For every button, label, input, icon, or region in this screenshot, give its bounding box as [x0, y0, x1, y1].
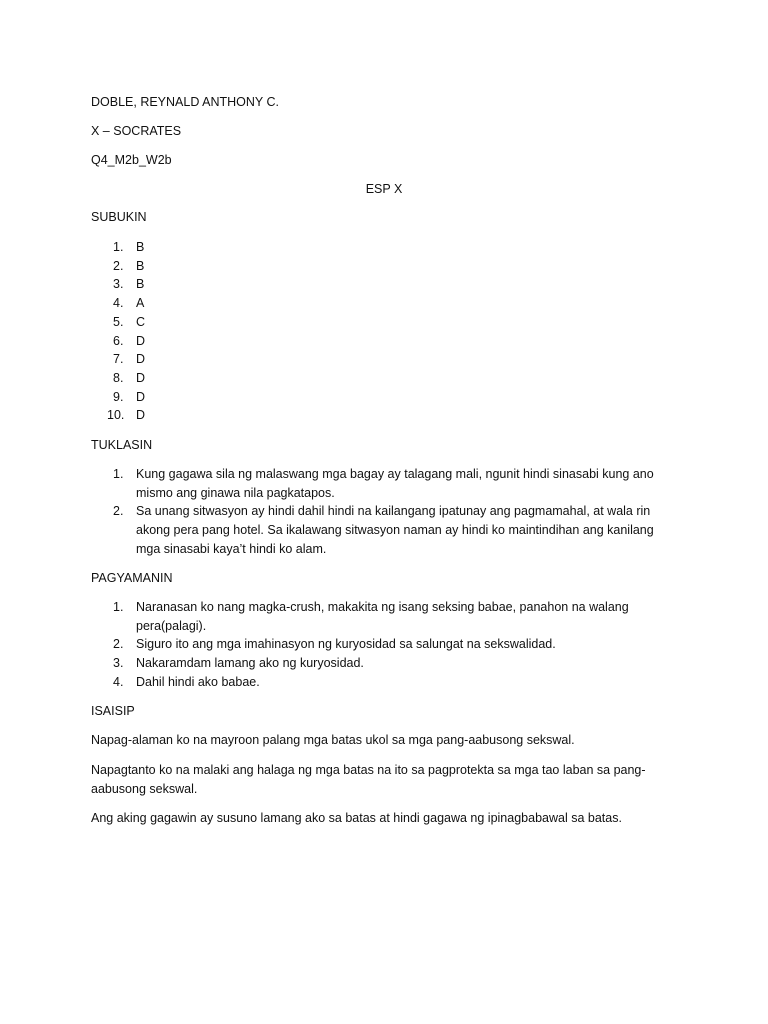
item-text: Sa unang sitwasyon ay hindi dahil hindi na kailangang ipatunay ang pagmamahal, at wala rin akong pera pang hotel. Sa ikalawang sitwasyon naman ay hindi ko maintindihan ang kanilang mga sinasabi kaya’t hindi ko alam. — [136, 504, 654, 556]
item-text: Siguro ito ang mga imahinasyon ng kuryosidad sa salungat na sekswalidad. — [136, 637, 556, 652]
list-item — [91, 332, 671, 351]
item-number: 2. — [113, 637, 124, 652]
list-item — [91, 673, 671, 692]
isaisip-paragraph: Napag-alaman ko na mayroon palang mga batas ukol sa mga pang-aabusong sekswal. — [91, 733, 575, 747]
subukin-heading: SUBUKIN — [91, 210, 147, 224]
student-name: DOBLE, REYNALD ANTHONY C. — [91, 95, 280, 109]
item-answer: B — [136, 277, 145, 292]
subukin-list — [91, 238, 671, 425]
pagyamanin-list — [91, 598, 671, 692]
item-answer: D — [136, 389, 146, 404]
item-number: 2. — [113, 258, 124, 273]
list-item — [91, 313, 671, 332]
item-answer: A — [136, 296, 145, 311]
subject-title: ESP X — [365, 182, 403, 196]
list-item — [91, 388, 671, 407]
item-answer: D — [136, 333, 146, 348]
item-answer: C — [136, 314, 146, 329]
module-code: Q4_M2b_W2b — [91, 153, 172, 167]
list-item — [91, 257, 671, 276]
item-number: 10. — [107, 408, 125, 423]
item-answer: B — [136, 240, 145, 254]
tuklasin-heading: TUKLASIN — [91, 438, 153, 452]
item-number: 5. — [113, 314, 124, 329]
tuklasin-list — [91, 465, 671, 559]
list-item — [91, 598, 671, 635]
item-text: Dahil hindi ako babae. — [136, 674, 260, 689]
item-answer: D — [136, 370, 146, 385]
item-number: 1. — [113, 467, 124, 481]
list-item — [91, 294, 671, 313]
student-section: X – SOCRATES — [91, 124, 182, 138]
item-text: Kung gagawa sila ng malaswang mga bagay ay talagang mali, ngunit hindi sinasabi kung ano mismo ang ginawa nila pagkatapos. — [136, 467, 654, 500]
item-number: 4. — [113, 296, 124, 311]
isaisip-paragraph: Ang aking gagawin ay susuno lamang ako sa batas at hindi gagawa ng ipinagbabawal sa batas. — [91, 811, 622, 825]
item-text: Naranasan ko nang magka-crush, makakita ng isang seksing babae, panahon na walang pera(palagi). — [136, 600, 629, 633]
item-number: 3. — [113, 656, 124, 671]
list-item — [91, 369, 671, 388]
item-number: 4. — [113, 674, 124, 689]
list-item — [91, 502, 671, 558]
item-number: 2. — [113, 504, 124, 519]
item-answer: B — [136, 258, 145, 273]
list-item — [91, 350, 671, 369]
pagyamanin-heading: PAGYAMANIN — [91, 571, 173, 585]
list-item — [91, 275, 671, 294]
isaisip-paragraph: Napagtanto ko na malaki ang halaga ng mga batas na ito sa pagprotekta sa mga tao laban sa pang-aabusong sekswal. — [91, 763, 646, 796]
item-answer: D — [136, 352, 146, 367]
item-number: 1. — [113, 600, 124, 614]
item-number: 9. — [113, 389, 124, 404]
item-number: 8. — [113, 370, 124, 385]
item-number: 3. — [113, 277, 124, 292]
item-number: 1. — [113, 240, 124, 254]
list-item — [91, 465, 671, 502]
list-item — [91, 635, 671, 654]
item-number: 6. — [113, 333, 124, 348]
list-item — [91, 238, 671, 257]
item-number: 7. — [113, 352, 124, 367]
item-text: Nakaramdam lamang ako ng kuryosidad. — [136, 656, 364, 671]
item-answer: D — [136, 408, 146, 423]
isaisip-heading: ISAISIP — [91, 704, 135, 718]
list-item — [91, 654, 671, 673]
list-item — [91, 406, 671, 425]
